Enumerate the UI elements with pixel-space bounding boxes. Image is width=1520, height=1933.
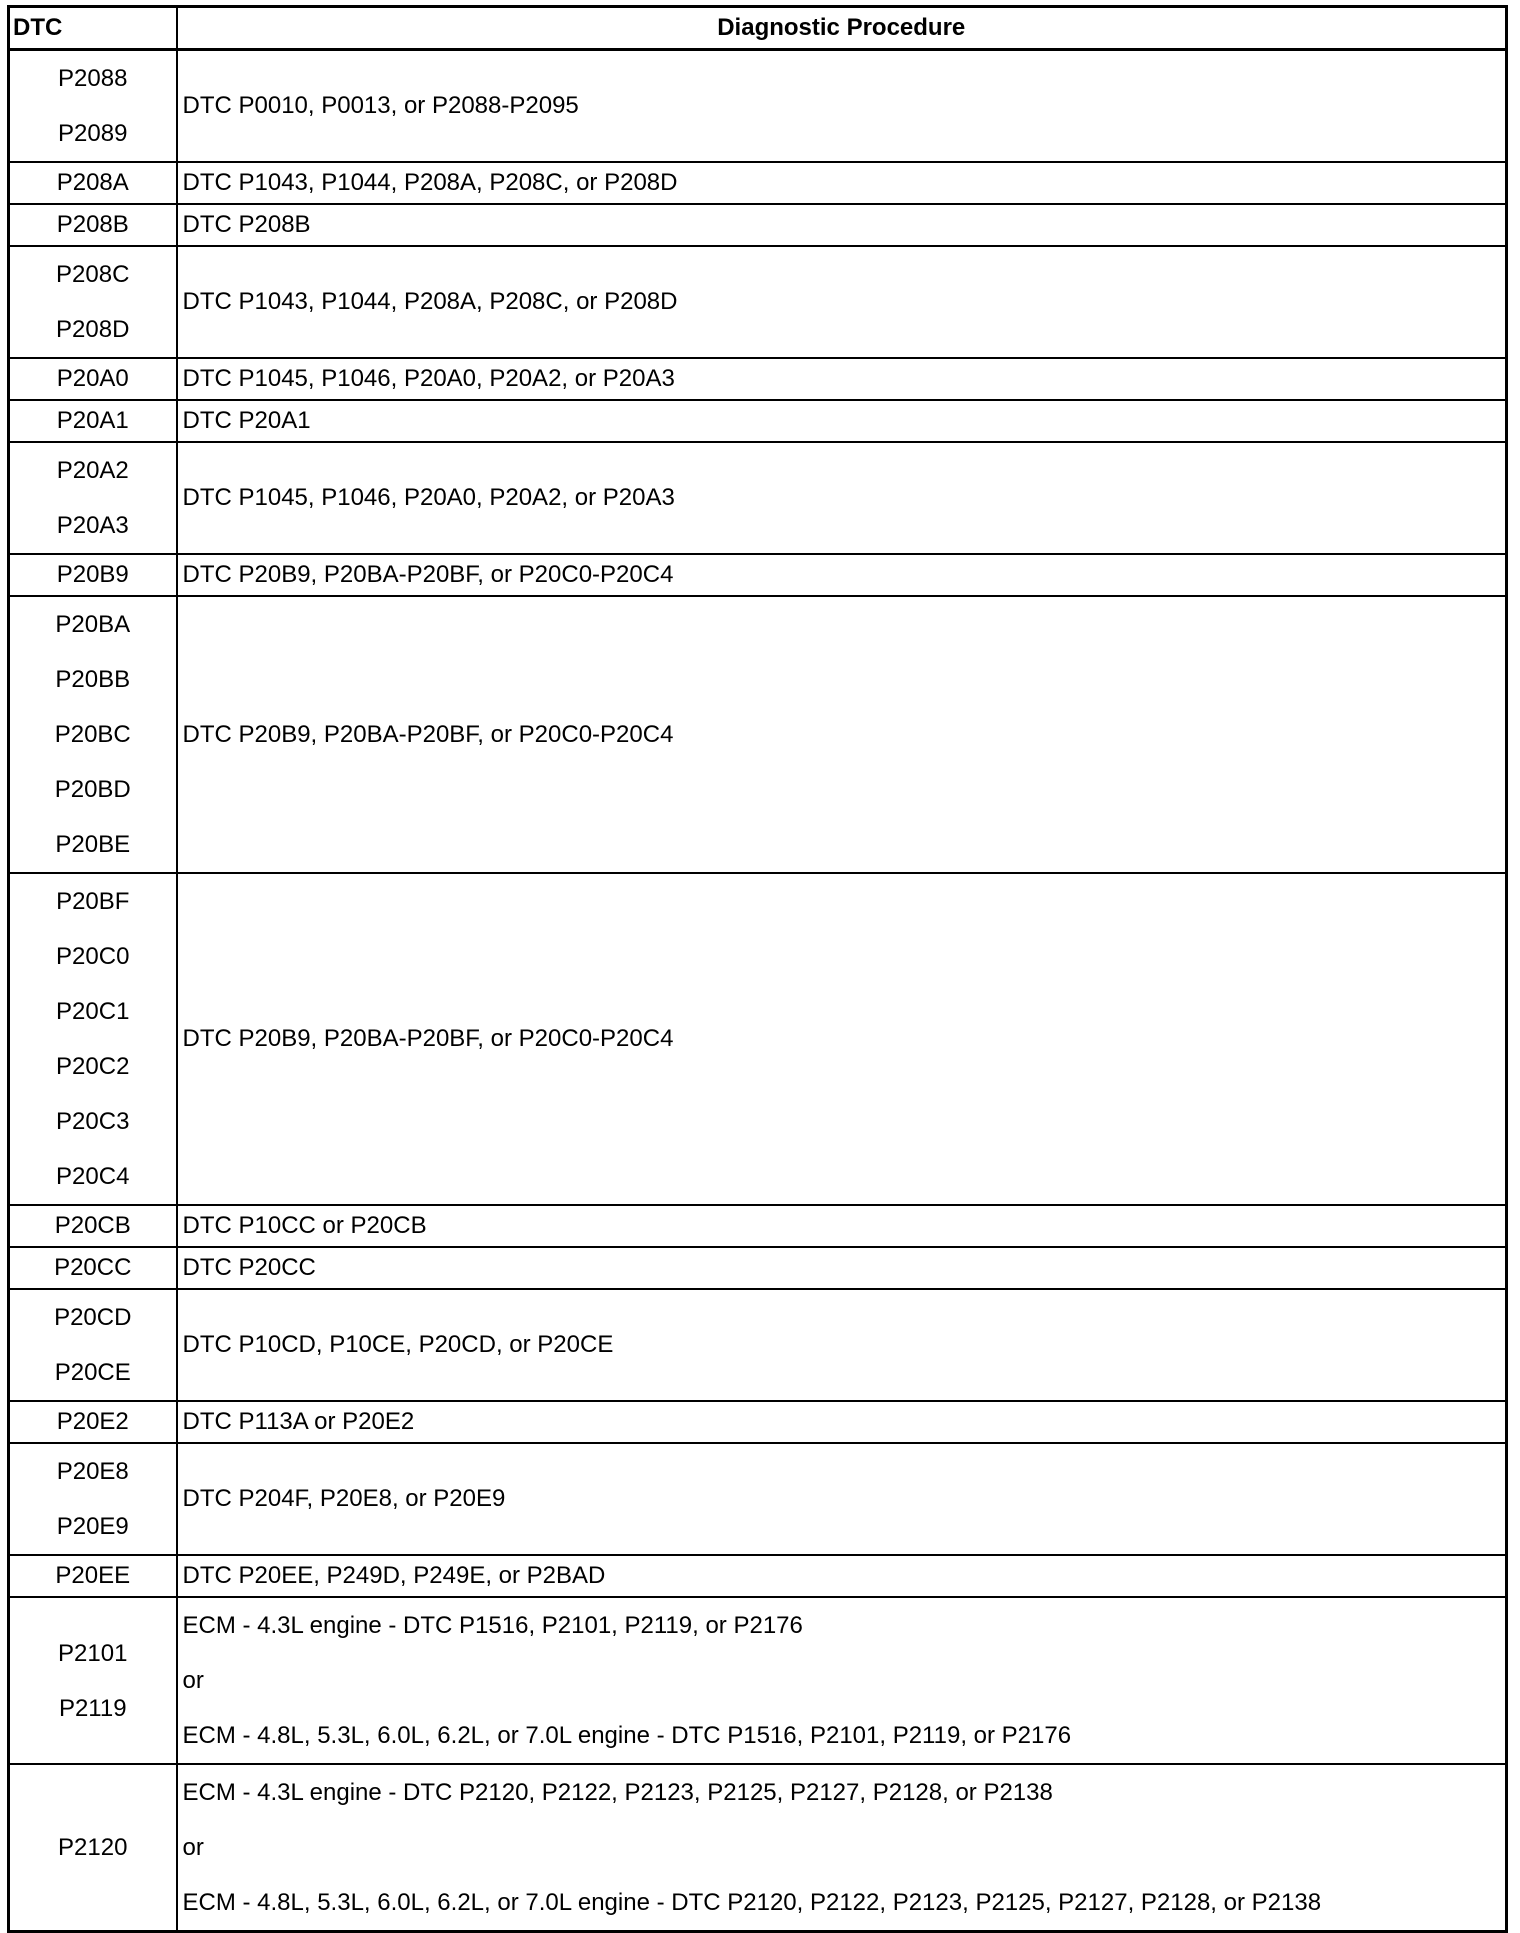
dtc-table	[7, 5, 1508, 1933]
dtc-code: P20E2	[56, 1408, 129, 1435]
dtc-code-cell	[9, 1764, 177, 1932]
diagnostic-procedure-cell	[177, 358, 1507, 400]
procedure-text: DTC P10CD, P10CE, P20CD, or P20CE	[182, 1331, 614, 1358]
dtc-code: P20C0	[56, 943, 130, 970]
procedure-text: or	[182, 1667, 204, 1694]
dtc-code-cell	[9, 596, 177, 873]
procedure-text: ECM - 4.8L, 5.3L, 6.0L, 6.2L, or 7.0L engine - DTC P2120, P2122, P2123, P2125, P2127, P2128, or P2138	[182, 1889, 1322, 1916]
procedure-text: DTC P1043, P1044, P208A, P208C, or P208D	[182, 288, 678, 315]
dtc-code-cell	[9, 246, 177, 358]
dtc-code: P20C2	[56, 1053, 130, 1080]
dtc-code-cell	[9, 1401, 177, 1443]
procedure-text: or	[182, 1834, 204, 1861]
table-body	[9, 50, 1507, 1932]
procedure-text: DTC P1043, P1044, P208A, P208C, or P208D	[182, 169, 678, 196]
table-row	[9, 1289, 1507, 1401]
diagnostic-procedure-cell	[177, 1401, 1507, 1443]
diagnostic-procedure-cell	[177, 1597, 1507, 1764]
dtc-code-cell	[9, 1289, 177, 1401]
dtc-code-cell	[9, 442, 177, 554]
dtc-code: P20E8	[56, 1458, 129, 1485]
diagnostic-procedure-cell	[177, 162, 1507, 204]
diagnostic-procedure-cell	[177, 1205, 1507, 1247]
dtc-code-cell	[9, 1597, 177, 1764]
dtc-code-cell	[9, 1555, 177, 1597]
header-row	[9, 7, 1507, 50]
table-row	[9, 1597, 1507, 1764]
diagnostic-procedure-cell	[177, 1289, 1507, 1401]
dtc-code: P20CD	[54, 1304, 132, 1331]
dtc-code: P20A2	[56, 457, 129, 484]
dtc-code: P208C	[56, 261, 130, 288]
diagnostic-procedure-cell	[177, 1764, 1507, 1932]
dtc-code-cell	[9, 554, 177, 596]
table-row	[9, 596, 1507, 873]
table-row	[9, 1555, 1507, 1597]
procedure-text: DTC P10CC or P20CB	[182, 1212, 427, 1239]
dtc-code: P20A0	[56, 365, 129, 392]
table-row	[9, 873, 1507, 1205]
diagnostic-procedure-cell	[177, 554, 1507, 596]
dtc-code: P20C3	[56, 1108, 130, 1135]
diagnostic-procedure-cell	[177, 873, 1507, 1205]
procedure-text: DTC P20B9, P20BA-P20BF, or P20C0-P20C4	[182, 561, 674, 588]
diagnostic-procedure-cell	[177, 204, 1507, 246]
dtc-code: P20CB	[54, 1212, 131, 1239]
dtc-code: P20BA	[55, 611, 131, 638]
procedure-text: ECM - 4.3L engine - DTC P2120, P2122, P2123, P2125, P2127, P2128, or P2138	[182, 1779, 1053, 1806]
dtc-code-cell	[9, 1205, 177, 1247]
procedure-text: DTC P204F, P20E8, or P20E9	[182, 1485, 506, 1512]
table-row	[9, 246, 1507, 358]
procedure-text: DTC P20CC	[182, 1254, 316, 1281]
dtc-code: P20CC	[54, 1254, 132, 1281]
diagnostic-procedure-cell	[177, 1247, 1507, 1289]
dtc-code: P208A	[56, 169, 129, 196]
dtc-code-cell	[9, 1247, 177, 1289]
table-row	[9, 1247, 1507, 1289]
procedure-text: DTC P20B9, P20BA-P20BF, or P20C0-P20C4	[182, 720, 674, 748]
dtc-code: P2120	[58, 1833, 128, 1861]
dtc-code: P20BC	[54, 721, 131, 748]
dtc-code-cell	[9, 1443, 177, 1555]
dtc-code: P20A1	[56, 407, 129, 434]
table-row	[9, 50, 1507, 163]
table-row	[9, 204, 1507, 246]
dtc-code: P20CE	[54, 1359, 131, 1386]
dtc-code: P20E9	[56, 1513, 129, 1540]
dtc-code-cell	[9, 400, 177, 442]
procedure-text: ECM - 4.3L engine - DTC P1516, P2101, P2119, or P2176	[182, 1612, 803, 1639]
dtc-code: P20BB	[55, 666, 131, 693]
dtc-code: P2101	[58, 1639, 128, 1667]
column-header-dtc: DTC	[9, 7, 177, 50]
diagnostic-procedure-cell	[177, 1555, 1507, 1597]
dtc-code: P20A3	[56, 512, 129, 539]
table-row	[9, 442, 1507, 554]
dtc-code: P2119	[58, 1694, 127, 1722]
dtc-code: P20C1	[56, 998, 130, 1025]
dtc-code-cell	[9, 50, 177, 163]
column-header-procedure: Diagnostic Procedure	[177, 7, 1507, 50]
procedure-text: DTC P1045, P1046, P20A0, P20A2, or P20A3	[182, 484, 675, 511]
table-row	[9, 554, 1507, 596]
dtc-code: P20EE	[55, 1562, 131, 1589]
diagnostic-procedure-cell	[177, 400, 1507, 442]
dtc-code: P20BE	[55, 831, 131, 858]
procedure-text: DTC P0010, P0013, or P2088-P2095	[182, 92, 579, 119]
dtc-code: P20BF	[56, 888, 130, 915]
procedure-text: DTC P113A or P20E2	[182, 1408, 415, 1435]
table-row	[9, 1764, 1507, 1932]
table-row	[9, 162, 1507, 204]
table-row	[9, 1401, 1507, 1443]
table-row	[9, 400, 1507, 442]
dtc-code: P20BD	[54, 776, 131, 803]
diagnostic-procedure-cell	[177, 1443, 1507, 1555]
procedure-text: DTC P1045, P1046, P20A0, P20A2, or P20A3	[182, 365, 675, 392]
dtc-code: P208D	[56, 316, 130, 343]
table-row	[9, 358, 1507, 400]
procedure-text: DTC P20A1	[182, 407, 311, 434]
dtc-code: P208B	[56, 211, 129, 238]
procedure-text: ECM - 4.8L, 5.3L, 6.0L, 6.2L, or 7.0L engine - DTC P1516, P2101, P2119, or P2176	[182, 1722, 1072, 1749]
procedure-text: DTC P20EE, P249D, P249E, or P2BAD	[182, 1562, 606, 1589]
dtc-code-cell	[9, 204, 177, 246]
diagnostic-procedure-cell	[177, 442, 1507, 554]
dtc-code: P20B9	[56, 561, 129, 588]
dtc-code: P2088	[58, 65, 128, 92]
dtc-code-cell	[9, 873, 177, 1205]
table-row	[9, 1205, 1507, 1247]
diagnostic-procedure-cell	[177, 246, 1507, 358]
diagnostic-procedure-cell	[177, 596, 1507, 873]
table-header	[9, 7, 1507, 50]
dtc-code: P2089	[58, 120, 128, 147]
procedure-text: DTC P20B9, P20BA-P20BF, or P20C0-P20C4	[182, 1025, 674, 1052]
dtc-code-cell	[9, 162, 177, 204]
table-row	[9, 1443, 1507, 1555]
dtc-code-cell	[9, 358, 177, 400]
procedure-text: DTC P208B	[182, 211, 311, 238]
diagnostic-procedure-cell	[177, 50, 1507, 163]
dtc-code: P20C4	[56, 1163, 130, 1190]
